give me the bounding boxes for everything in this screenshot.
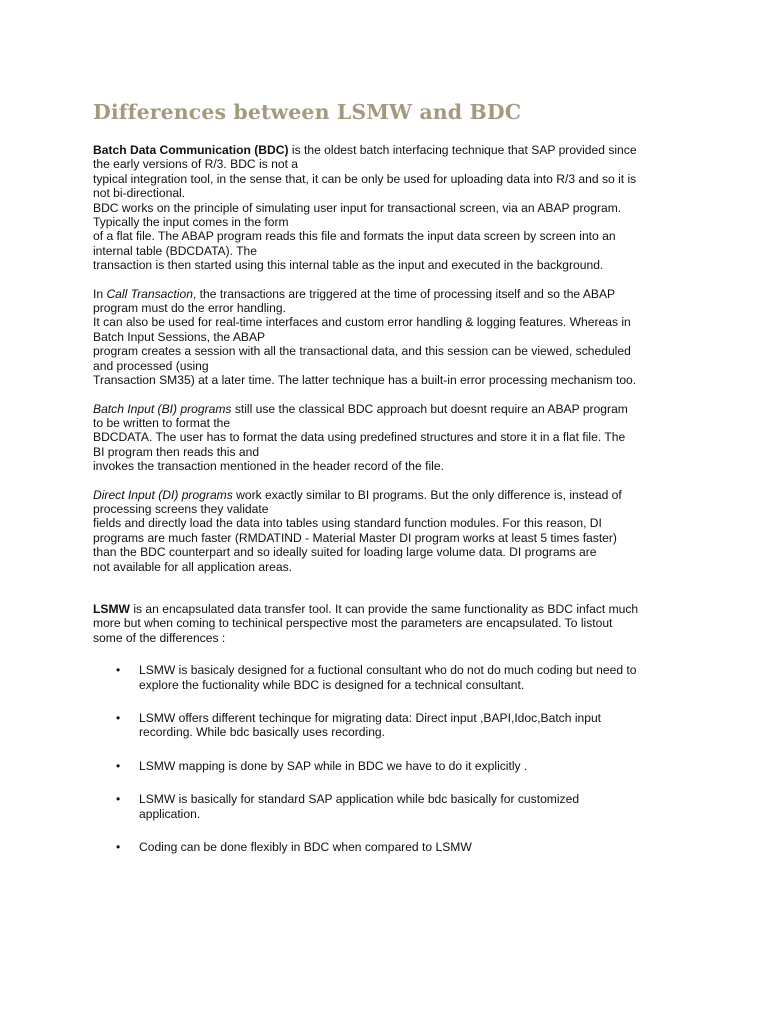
paragraph-bdc: Batch Data Communication (BDC) is the oldest batch interfacing technique that SAP provided since the early versions of R/3. BDC is not a typical integration tool, in the sense that, it can be only be used for uploading data into R/3 and so it is not bi-directional. BDC works on the principle of simulating user input for transactional screen, via an ABAP program. Typically the input comes in the form of a flat file. The ABAP program reads this file and formats the input data screen by screen into an internal table (BDCDATA). The transaction is then started using this internal table as the input and executed in the background.	[93, 143, 637, 273]
paragraph-batch-input: Batch Input (BI) programs still use the classical BDC approach but doesnt require an ABAP program to be written to format the BDCDATA. The user has to format the data using predefined structures and store it in a flat file. The BI program then reads this and invokes the transaction mentioned in the header record of the file.	[93, 401, 628, 474]
document-body	[93, 143, 693, 873]
term-batch-input: Batch Input (BI) programs	[93, 401, 232, 416]
differences-list	[93, 663, 693, 854]
bullet-icon: •	[116, 711, 121, 725]
list-item: • LSMW is basicaly designed for a fuctional consultant who do not do much coding but need to explore the fuctionality while BDC is designed for a technical consultant.	[116, 663, 637, 692]
paragraph-call-transaction: In Call Transaction, the transactions are triggered at the time of processing itself and so the ABAP program must do the error handling. It can also be used for real-time interfaces and custom error handling & logging features. Whereas in Batch Input Sessions, the ABAP program creates a session with all the transactional data, and this session can be viewed, scheduled and processed (using Transaction SM35) at a later time. The latter technique has a built-in error processing mechanism too.	[93, 286, 637, 388]
term-direct-input: Direct Input (DI) programs	[93, 487, 233, 502]
bullet-icon: •	[116, 840, 121, 855]
list-item: • LSMW mapping is done by SAP while in BDC we have to do it explicitly .	[116, 758, 528, 773]
term-lsmw: LSMW	[93, 601, 130, 616]
paragraph-direct-input: Direct Input (DI) programs work exactly similar to BI programs. But the only difference is, instead of processing screens they validate fields and directly load the data into tables using standard function modules. For this reason, DI programs are much faster (RMDATIND - Material Master DI program works at least 5 times faster) than the BDC counterpart and so ideally suited for loading large volume data. DI programs are not available for all application areas.	[93, 487, 622, 574]
list-item: • LSMW is basically for standard SAP application while bdc basically for customized application.	[116, 792, 580, 821]
bullet-icon: •	[116, 758, 121, 773]
list-item: • Coding can be done flexibly in BDC when compared to LSMW	[116, 840, 472, 855]
bullet-icon: •	[116, 792, 121, 807]
paragraph-lsmw: LSMW is an encapsulated data transfer tool. It can provide the same functionality as BDC infact much more but when coming to techinical perspective most the parameters are encapsulated. To listout some of the differences :	[93, 601, 639, 645]
term-bdc: Batch Data Communication (BDC)	[93, 143, 289, 157]
term-call-transaction: Call Transaction	[106, 286, 193, 301]
page-title: Differences between LSMW and BDC	[93, 100, 522, 124]
bullet-icon: •	[116, 663, 121, 678]
list-item: • LSMW offers different techinque for migrating data: Direct input ,BAPI,Idoc,Batch input recording. While bdc basically uses recording.	[116, 711, 602, 740]
